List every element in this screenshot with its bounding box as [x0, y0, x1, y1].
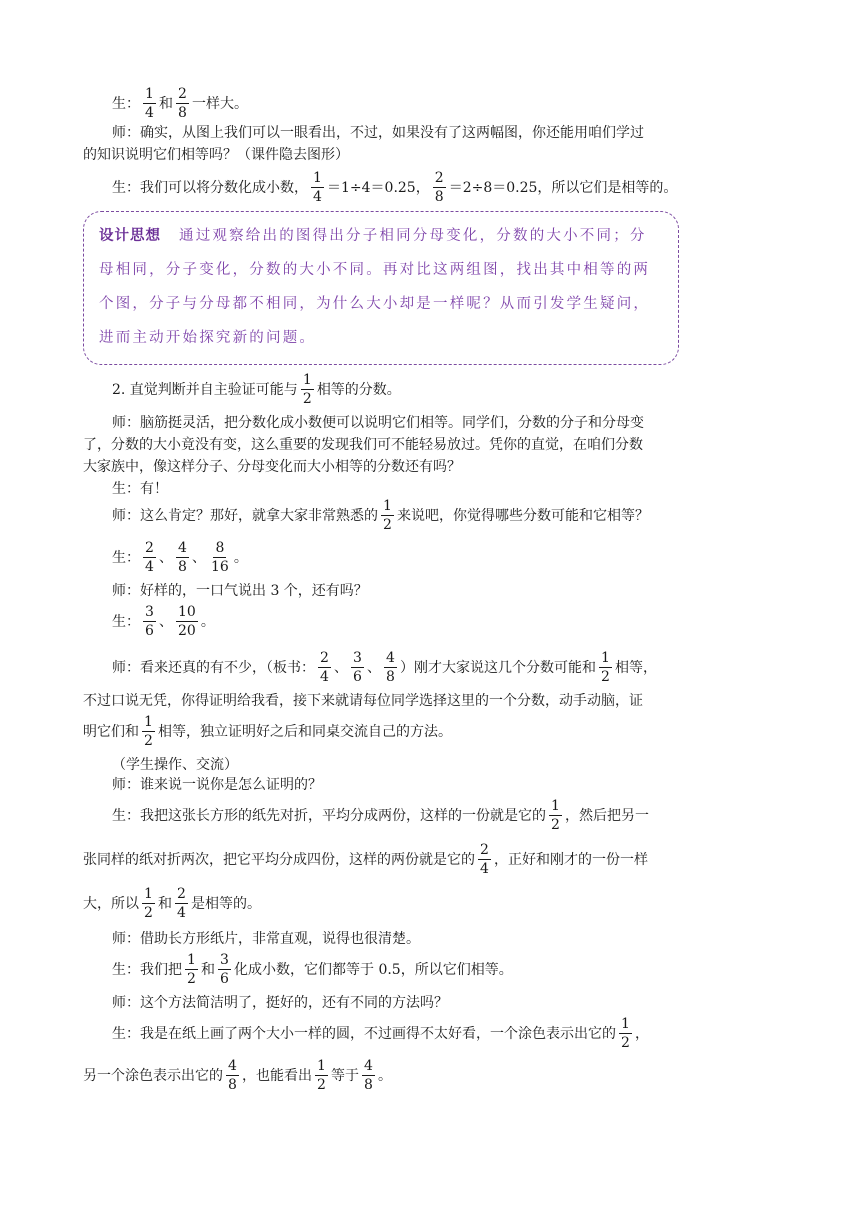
numerator: 1 — [142, 887, 155, 904]
line-text: ， — [635, 1026, 649, 1042]
line-text: 明它们和 — [83, 724, 139, 740]
denominator: 4 — [313, 188, 322, 205]
denominator: 6 — [220, 970, 229, 987]
line-text: 了，分数的大小竟没有变，这么重要的发现我们可不能轻易放过。凭你的直觉，在咱们分数 — [83, 437, 643, 453]
line-text: 的知识说明它们相等吗？（课件隐去图形） — [83, 147, 349, 163]
line-text: 另一个涂色表示出它的 — [83, 1068, 223, 1084]
dialogue-line — [112, 540, 712, 574]
numerator: 4 — [384, 651, 397, 668]
line-text: 师：这么肯定？那好，就拿大家非常熟悉的 — [112, 508, 378, 524]
dialogue-line — [83, 456, 683, 476]
numerator: 2 — [175, 887, 188, 904]
line-text: ，然后把另一 — [565, 808, 649, 824]
fraction — [185, 953, 198, 986]
denominator: 2 — [317, 1076, 326, 1093]
numerator: 3 — [218, 953, 231, 970]
numerator: 1 — [315, 1059, 328, 1076]
line-text: 生：我把这张长方形的纸先对折，平均分成两份，这样的一份就是它的 — [112, 808, 546, 824]
numerator: 2 — [318, 651, 331, 668]
design-thought-line — [99, 258, 679, 279]
dialogue-line — [83, 434, 703, 454]
design-thought-text: 母相同，分子变化，分数的大小不同。再对比这两组图，找出其中相等的两 — [99, 262, 651, 278]
dialogue-line — [83, 886, 703, 920]
design-thought-line — [99, 224, 679, 245]
fraction — [318, 651, 331, 684]
line-text: 师：好样的，一口气说出 3 个，还有吗？ — [112, 583, 368, 599]
line-text: 大家族中，像这样分子、分母变化而大小相等的分数还有吗？ — [83, 459, 461, 475]
dialogue-line — [112, 650, 712, 684]
line-text: 师：谁来说一说你是怎么证明的？ — [112, 777, 322, 793]
numerator: 8 — [213, 541, 226, 558]
fraction — [143, 605, 156, 638]
line-text: ，正好和刚才的一份一样 — [494, 852, 648, 868]
line-text: ＝2÷8＝0.25，所以它们是相等的。 — [448, 180, 678, 196]
fraction — [176, 605, 198, 638]
numerator: 2 — [478, 843, 491, 860]
line-text: 师：脑筋挺灵活，把分数化成小数便可以说明它们相等。同学们，分数的分子和分母变 — [112, 415, 644, 431]
denominator: 2 — [302, 390, 312, 407]
denominator: 16 — [211, 558, 229, 575]
denominator: 8 — [386, 668, 395, 685]
denominator: 4 — [145, 558, 154, 575]
fraction — [209, 541, 231, 574]
line-text: 来说吧，你觉得哪些分数可能和它相等？ — [397, 508, 649, 524]
denominator: 2 — [144, 732, 153, 749]
dialogue-line — [83, 1058, 703, 1092]
denominator: 2 — [187, 970, 196, 987]
fraction — [311, 171, 324, 204]
denominator: 4 — [320, 668, 329, 685]
denominator: 2 — [551, 816, 560, 833]
fraction — [351, 651, 364, 684]
dialogue-line — [112, 1016, 712, 1050]
line-text: 师：确实，从图上我们可以一眼看出，不过，如果没有了这两幅图，你还能用咱们学过 — [112, 125, 644, 141]
line-text: 生： — [112, 96, 140, 112]
dialogue-line — [112, 952, 712, 986]
line-text: 和 — [159, 96, 173, 112]
dialogue-line — [83, 690, 703, 710]
dialogue-line — [112, 754, 712, 774]
numerator: 1 — [311, 171, 324, 188]
numerator: 1 — [619, 1017, 632, 1034]
denominator: 8 — [178, 104, 187, 121]
line-text: ）刚才大家说这几个分数可能和 — [400, 660, 596, 676]
denominator: 4 — [480, 860, 489, 877]
numerator: 1 — [549, 799, 562, 816]
line-text: 师：看来还真的有不少，（板书： — [112, 660, 315, 676]
fraction — [315, 1059, 328, 1092]
dialogue-line — [112, 580, 712, 600]
design-thought-line — [99, 326, 679, 347]
denominator: 4 — [145, 104, 154, 121]
dialogue-line — [83, 842, 703, 876]
line-text: 、 — [334, 660, 348, 676]
numerator: 2 — [176, 87, 189, 104]
numerator: 1 — [301, 373, 314, 390]
line-text: 张同样的纸对折两次，把它平均分成四份，这样的两份就是它的 — [83, 852, 475, 868]
denominator: 8 — [228, 1076, 237, 1093]
line-text: 。 — [378, 1068, 392, 1084]
fraction — [599, 651, 612, 684]
line-text: 不过口说无凭，你得证明给我看，接下来就请每位同学选择这里的一个分数，动手动脑，证 — [83, 693, 643, 709]
denominator: 2 — [621, 1034, 630, 1051]
dialogue-line — [112, 498, 712, 532]
line-text: 、 — [159, 614, 173, 630]
fraction — [549, 799, 562, 832]
fraction — [142, 887, 155, 920]
numerator: 4 — [176, 541, 189, 558]
design-thought-title: 设计思想 — [99, 228, 161, 244]
line-text: 师：借助长方形纸片，非常直观，说得也很清楚。 — [112, 931, 420, 947]
fraction — [384, 651, 397, 684]
fraction — [619, 1017, 632, 1050]
dialogue-line — [83, 144, 683, 164]
numerator: 3 — [143, 605, 156, 622]
line-text: （学生操作、交流） — [112, 757, 238, 773]
dialogue-line — [112, 412, 712, 432]
dialogue-line — [112, 928, 712, 948]
line-text: 大，所以 — [83, 896, 139, 912]
design-thought-text: 个图，分子与分母都不相同，为什么大小却是一样呢？从而引发学生疑问， — [99, 296, 651, 312]
line-text: 。 — [200, 614, 215, 630]
dialogue-line — [83, 714, 703, 748]
line-text: 化成小数，它们都等于 0.5，所以它们相等。 — [234, 962, 513, 978]
fraction — [176, 541, 189, 574]
fraction — [478, 843, 491, 876]
denominator: 4 — [177, 904, 186, 921]
numerator: 2 — [143, 541, 156, 558]
numerator: 1 — [142, 715, 155, 732]
denominator: 2 — [144, 904, 153, 921]
line-text: 。 — [233, 550, 248, 566]
denominator: 6 — [145, 622, 154, 639]
design-thought-text: 通过观察给出的图得出分子相同分母变化，分数的大小不同；分 — [179, 228, 647, 244]
numerator: 10 — [178, 603, 196, 620]
dialogue-line — [112, 478, 712, 498]
fraction — [218, 953, 231, 986]
fraction — [142, 715, 155, 748]
line-text: ，也能看出 — [242, 1068, 312, 1084]
line-text: 相等， — [615, 660, 657, 676]
dialogue-line — [112, 604, 712, 638]
denominator: 8 — [364, 1076, 373, 1093]
line-text: 生： — [112, 614, 140, 630]
section-heading — [112, 372, 712, 406]
fraction — [433, 171, 446, 204]
line-text: 等于 — [331, 1068, 359, 1084]
dialogue-line — [112, 992, 712, 1012]
fraction — [362, 1059, 375, 1092]
denominator: 2 — [601, 668, 610, 685]
line-text: 相等，独立证明好之后和同桌交流自己的方法。 — [158, 724, 452, 740]
design-thought-text: 进而主动开始探究新的问题。 — [99, 330, 317, 346]
denominator: 2 — [383, 516, 392, 533]
line-text: 生：我是在纸上画了两个大小一样的圆，不过画得不太好看，一个涂色表示出它的 — [112, 1026, 616, 1042]
fraction — [301, 373, 314, 406]
dialogue-line — [112, 86, 712, 120]
line-text: 生：有！ — [112, 481, 168, 497]
denominator: 20 — [178, 622, 196, 639]
fraction — [175, 887, 188, 920]
fraction — [226, 1059, 239, 1092]
line-text: 、 — [192, 550, 206, 566]
line-text: 生：我们把 — [112, 962, 182, 978]
line-text: 生： — [112, 550, 140, 566]
line-text: 和 — [201, 962, 215, 978]
denominator: 8 — [434, 188, 444, 205]
fraction — [381, 499, 394, 532]
fraction — [143, 541, 156, 574]
numerator: 4 — [362, 1059, 375, 1076]
line-text: 、 — [367, 660, 381, 676]
denominator: 6 — [353, 668, 362, 685]
numerator: 1 — [143, 87, 156, 104]
fraction — [176, 87, 189, 120]
numerator: 4 — [226, 1059, 239, 1076]
numerator: 1 — [599, 651, 612, 668]
line-text: 2. 直觉判断并自主验证可能与 — [112, 382, 298, 398]
dialogue-line — [112, 122, 712, 142]
line-text: 、 — [159, 550, 173, 566]
dialogue-line — [112, 798, 712, 832]
line-text: 和 — [158, 896, 172, 912]
line-text: 师：这个方法简洁明了，挺好的，还有不同的方法吗？ — [112, 995, 448, 1011]
line-text: 相等的分数。 — [316, 382, 401, 398]
denominator: 8 — [178, 558, 187, 575]
line-text: 是相等的。 — [191, 896, 261, 912]
numerator: 2 — [433, 171, 446, 188]
line-text: ＝1÷4＝0.25， — [327, 180, 430, 196]
dialogue-line — [112, 774, 712, 794]
line-text: 一样大。 — [192, 96, 248, 112]
line-text: 生：我们可以将分数化成小数， — [112, 180, 308, 196]
design-thought-line — [99, 292, 679, 313]
dialogue-line — [112, 170, 712, 204]
numerator: 1 — [381, 499, 394, 516]
numerator: 1 — [185, 953, 198, 970]
fraction — [143, 87, 156, 120]
numerator: 3 — [351, 651, 364, 668]
